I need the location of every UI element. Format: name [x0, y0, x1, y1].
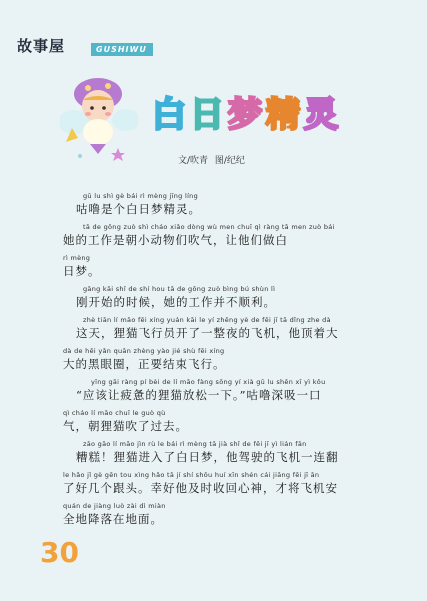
- story-line: [63, 316, 339, 341]
- text: “应该让疲惫的狸猫放松一下。”咕噜深吸一口: [76, 388, 322, 402]
- fairy-illustration: [60, 70, 138, 166]
- pinyin: le hǎo jǐ gè gēn tou xìng hǎo tā jí shí shōu huí xīn shén cái jiāng fēi jī ān: [63, 471, 320, 479]
- story-line: [63, 440, 339, 465]
- story-line: [63, 347, 226, 372]
- story-line: [63, 254, 101, 279]
- pinyin: rì mèng: [63, 254, 91, 262]
- title-char: 白: [152, 95, 186, 135]
- text: 咕噜是个白日梦精灵。: [76, 202, 201, 216]
- story-line: [63, 378, 326, 403]
- text: 这天，狸猫飞行员开了一整夜的飞机，他顶着大: [76, 326, 339, 340]
- byline: 文/吹青 图/纪纪: [178, 156, 245, 166]
- story-line: [63, 223, 335, 248]
- pinyin: zhè tiān lí māo fēi xíng yuán kāi le yí zhěng yè de fēi jī tā dǐng zhe dà: [83, 316, 331, 324]
- title-char: 精: [266, 95, 300, 135]
- page-number: 30: [40, 536, 79, 569]
- text: 全地降落在地面。: [63, 512, 163, 526]
- section-tag: GUSHIWU: [91, 43, 153, 56]
- pinyin: gāng kāi shǐ de shí hou tā de gōng zuò bìng bú shùn lì: [83, 285, 276, 293]
- article-title: [152, 93, 338, 137]
- title-char: 日: [190, 95, 224, 135]
- story-line: [63, 285, 276, 310]
- text: 糟糕！狸猫进入了白日梦，他驾驶的飞机一连翻: [76, 450, 339, 464]
- text: 气，朝狸猫吹了过去。: [63, 419, 188, 433]
- text: 了好几个跟头。幸好他及时收回心神，才将飞机安: [63, 481, 338, 495]
- pinyin: quán de jiàng luò zài dì miàn: [63, 502, 166, 510]
- story-line: [63, 502, 166, 527]
- section-title: 故事屋: [17, 37, 66, 55]
- pinyin: yīng gāi ràng pí bèi de lí māo fàng sōng yí xià gū lu shēn xī yì kǒu: [91, 378, 326, 386]
- text: 她的工作是朝小动物们吹气，让他们做白: [63, 233, 288, 247]
- pinyin: qì cháo lí māo chuī le guò qù: [63, 409, 166, 417]
- story-line: [63, 192, 201, 217]
- pinyin: gū lu shì gè bái rì mèng jīng líng: [83, 192, 199, 200]
- story-line: [63, 471, 338, 496]
- pinyin: tā de gōng zuò shì cháo xiǎo dòng wù men chuī qì ràng tā men zuò bái: [83, 223, 335, 231]
- text: 大的黑眼圈，正要结束飞行。: [63, 357, 226, 371]
- story-line: [63, 409, 188, 434]
- text: 日梦。: [63, 264, 101, 278]
- pinyin: dà de hēi yǎn quān zhèng yào jié shù fēi xíng: [63, 347, 225, 355]
- pinyin: zāo gāo lí māo jìn rù le bái rì mèng tā jià shǐ de fēi jī yì lián fān: [83, 440, 307, 448]
- title-char: 梦: [228, 95, 262, 135]
- title-char: 灵: [304, 95, 338, 135]
- text: 刚开始的时候，她的工作并不顺利。: [76, 295, 276, 309]
